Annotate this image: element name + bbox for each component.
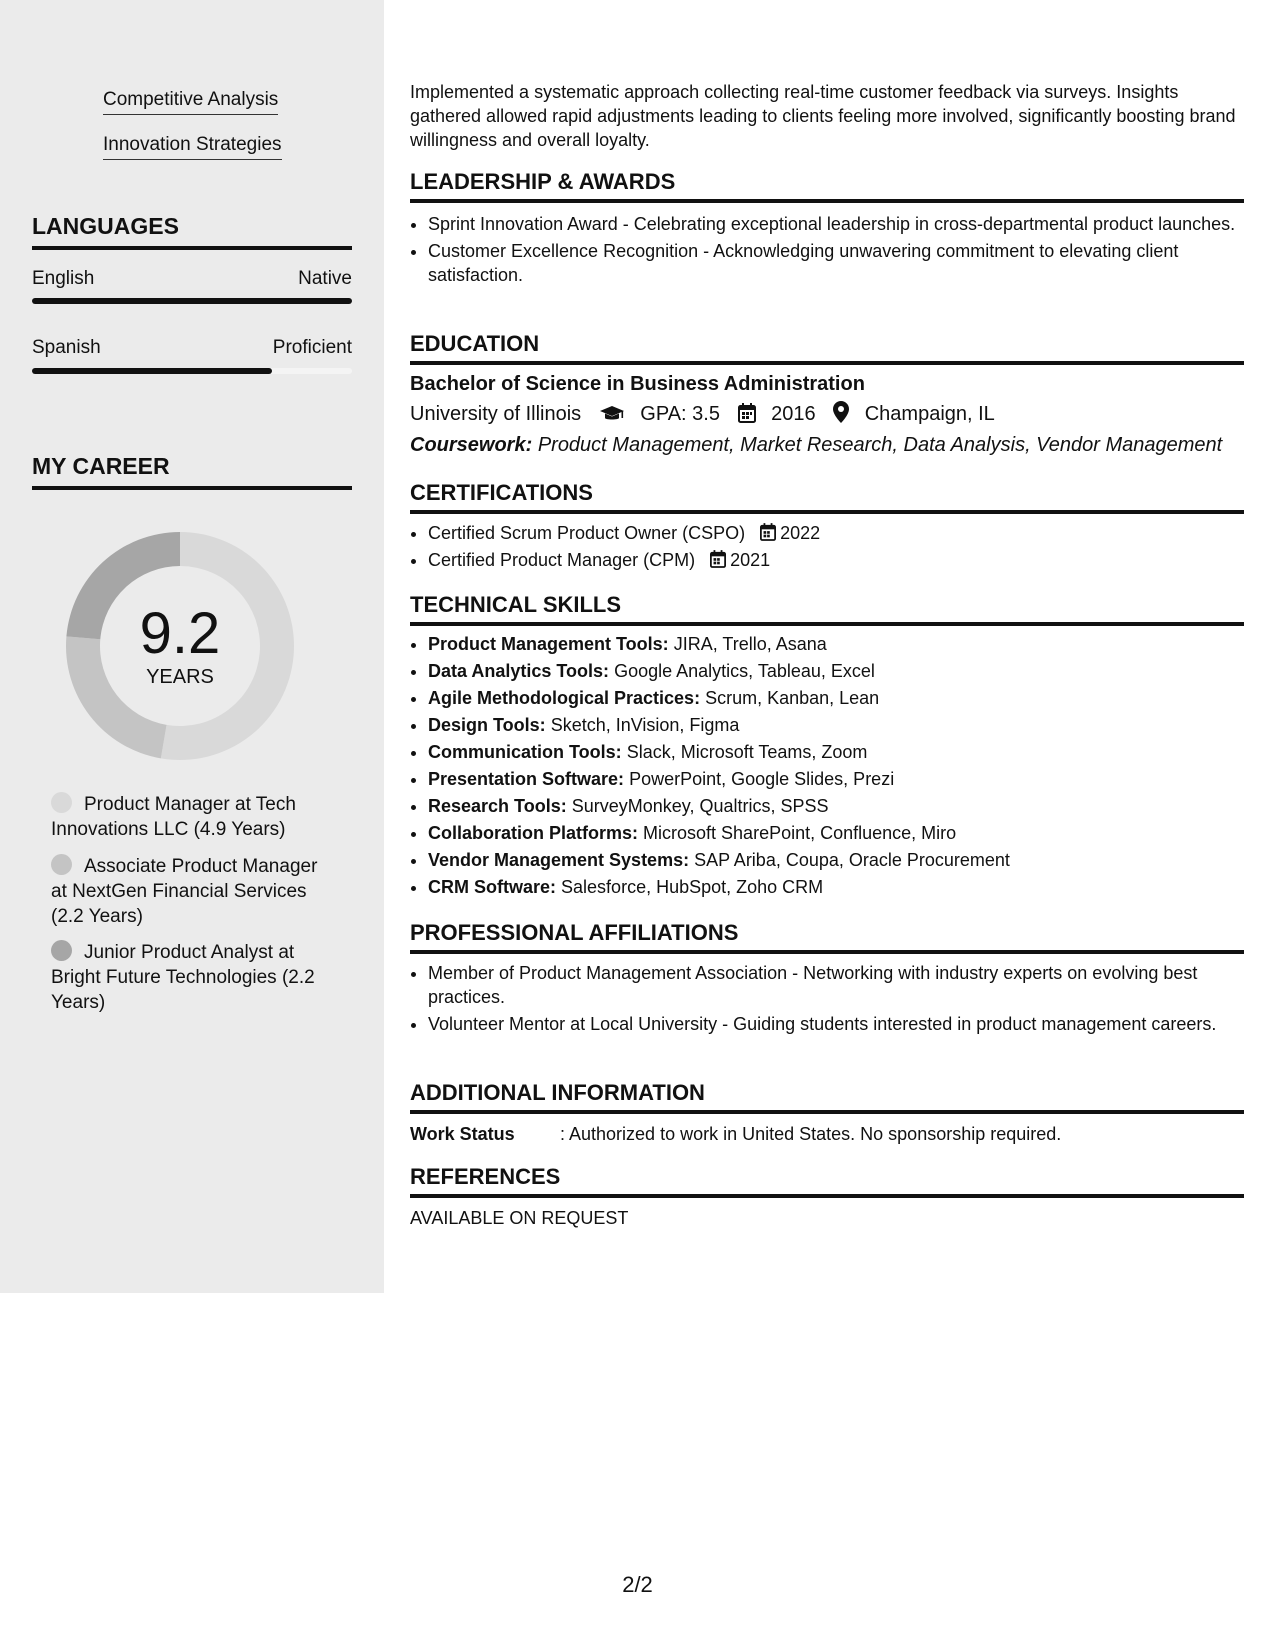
list-item: • Volunteer Mentor at Local University - Guiding students interested in product management careers. <box>428 1012 1258 1036</box>
certifications-list <box>410 520 1258 574</box>
skill-item <box>428 658 1258 685</box>
language-bar-fill <box>32 368 272 374</box>
list-item: • Sprint Innovation Award - Celebrating exceptional leadership in cross-departmental product launches. <box>428 212 1258 236</box>
skill-item <box>428 739 1258 766</box>
skill-category: Data Analytics Tools: <box>428 661 610 681</box>
leadership-list <box>410 212 1258 290</box>
skill-category: Agile Methodological Practices: <box>428 688 701 708</box>
calendar-icon <box>710 550 726 568</box>
certification-item <box>428 547 1258 574</box>
additional-info-heading: ADDITIONAL INFORMATION <box>410 1080 1244 1114</box>
experience-paragraph: Implemented a systematic approach collecting real-time customer feedback via surveys. Insights gathered allowed rapid adjustments leading to clients feeling more involved, significantly boosting brand willingness and overall loyalty. <box>410 82 1236 150</box>
work-status-value: : Authorized to work in United States. No sponsorship required. <box>560 1124 1062 1144</box>
school-location: Champaign, IL <box>864 403 995 425</box>
references-text: AVAILABLE ON REQUEST <box>410 1208 629 1228</box>
location-pin-icon <box>833 401 849 423</box>
language-name: Spanish <box>32 337 101 358</box>
graduation-cap-icon <box>599 405 625 423</box>
language-row <box>32 268 352 290</box>
career-legend-item <box>51 854 331 929</box>
skill-item <box>428 766 1258 793</box>
skill-item <box>428 685 1258 712</box>
certification-item <box>428 520 1258 547</box>
career-unit: YEARS <box>146 666 214 688</box>
skill-category: Design Tools: <box>428 715 546 735</box>
skill-values: Google Analytics, Tableau, Excel <box>614 661 875 681</box>
affiliations-heading: PROFESSIONAL AFFILIATIONS <box>410 920 1244 954</box>
career-legend-item <box>51 792 331 842</box>
leadership-heading: LEADERSHIP & AWARDS <box>410 169 1244 203</box>
certifications-heading: CERTIFICATIONS <box>410 480 1244 514</box>
skill-category: Collaboration Platforms: <box>428 823 639 843</box>
career-label: Junior Product Analyst at Bright Future Technologies (2.2 Years) <box>51 942 315 1013</box>
work-status <box>410 1122 1061 1146</box>
skill-tag: Innovation Strategies <box>103 134 282 160</box>
legend-dot <box>51 792 72 813</box>
technical-skills-heading: TECHNICAL SKILLS <box>410 592 1244 626</box>
list-item: • Member of Product Management Association - Networking with industry experts on evolving best practices. <box>428 961 1258 1009</box>
career-heading: MY CAREER <box>32 452 352 490</box>
certification-name: Certified Product Manager (CPM) <box>428 550 696 570</box>
skill-category: CRM Software: <box>428 877 557 897</box>
gpa: GPA: 3.5 <box>640 403 720 425</box>
career-donut-chart <box>66 532 294 760</box>
skill-category: Product Management Tools: <box>428 634 669 654</box>
skill-values: Salesforce, HubSpot, Zoho CRM <box>561 877 824 897</box>
education-heading: EDUCATION <box>410 331 1244 365</box>
legend-dot <box>51 854 72 875</box>
skill-item <box>428 874 1258 901</box>
coursework <box>410 432 1222 458</box>
skill-values: Sketch, InVision, Figma <box>550 715 740 735</box>
language-bar <box>32 368 352 374</box>
languages-heading: LANGUAGES <box>32 212 352 250</box>
calendar-icon <box>738 403 756 423</box>
work-status-label: Work Status <box>410 1124 515 1144</box>
skill-category: Presentation Software: <box>428 769 625 789</box>
affiliations-list <box>410 961 1258 1039</box>
skill-category: Communication Tools: <box>428 742 622 762</box>
certification-name: Certified Scrum Product Owner (CSPO) <box>428 523 746 543</box>
skill-values: Microsoft SharePoint, Confluence, Miro <box>643 823 957 843</box>
education-meta <box>410 401 995 427</box>
certification-year: 2022 <box>780 523 821 543</box>
degree-title: Bachelor of Science in Business Administration <box>410 373 865 395</box>
page-number: 2/2 <box>622 1572 653 1597</box>
skill-values: SurveyMonkey, Qualtrics, SPSS <box>571 796 829 816</box>
skill-category: Vendor Management Systems: <box>428 850 690 870</box>
calendar-icon <box>760 523 776 541</box>
references-heading: REFERENCES <box>410 1164 1244 1198</box>
certification-year: 2021 <box>730 550 771 570</box>
technical-skills-list <box>410 631 1258 901</box>
skill-item <box>428 820 1258 847</box>
language-bar-fill <box>32 298 352 304</box>
language-bar <box>32 298 352 304</box>
skill-values: Slack, Microsoft Teams, Zoom <box>626 742 868 762</box>
career-label: Associate Product Manager at NextGen Financial Services (2.2 Years) <box>51 856 318 927</box>
language-name: English <box>32 268 95 289</box>
skill-values: JIRA, Trello, Asana <box>673 634 827 654</box>
skill-category: Research Tools: <box>428 796 567 816</box>
skill-tag: Competitive Analysis <box>103 89 278 115</box>
language-level: Native <box>298 268 352 289</box>
skill-item <box>428 793 1258 820</box>
career-total: 9.2 <box>139 601 221 666</box>
skill-item <box>428 712 1258 739</box>
legend-dot <box>51 940 72 961</box>
skill-values: Scrum, Kanban, Lean <box>705 688 880 708</box>
list-item: • Customer Excellence Recognition - Acknowledging unwavering commitment to elevating client satisfaction. <box>428 239 1258 287</box>
skill-item <box>428 631 1258 658</box>
career-label: Product Manager at Tech Innovations LLC (4.9 Years) <box>51 794 296 840</box>
language-level: Proficient <box>272 337 352 358</box>
coursework-list: Product Management, Market Research, Data Analysis, Vendor Management <box>537 434 1223 456</box>
language-row <box>32 337 352 359</box>
skill-values: PowerPoint, Google Slides, Prezi <box>629 769 895 789</box>
career-legend-item <box>51 940 331 1015</box>
graduation-year: 2016 <box>771 403 816 425</box>
skill-item <box>428 847 1258 874</box>
school-name: University of Illinois <box>410 403 582 425</box>
coursework-label: Coursework: <box>410 434 533 456</box>
skill-values: SAP Ariba, Coupa, Oracle Procurement <box>694 850 1010 870</box>
